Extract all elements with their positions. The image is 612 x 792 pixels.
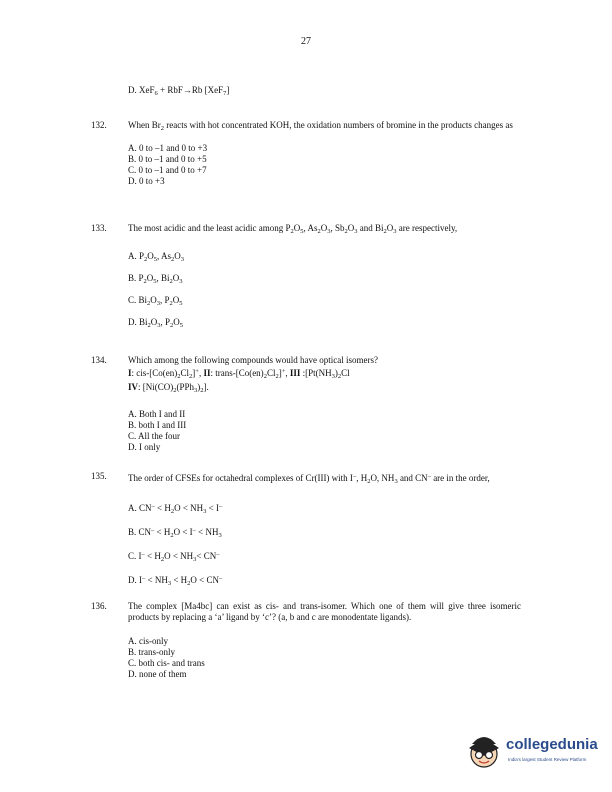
logo-name: collegedunia <box>506 736 598 753</box>
options-list <box>128 636 521 680</box>
question-number: 136. <box>91 601 107 611</box>
option-a: A. cis-only <box>128 636 168 646</box>
option-c: C. All the four <box>128 431 180 441</box>
student-mascot-icon <box>464 730 504 774</box>
option-b: B. both I and III <box>128 420 187 430</box>
text: + RbF→Rb [XeF <box>157 85 224 95</box>
question-131-option-d <box>128 85 229 97</box>
question-text: When $Br_2$ reacts with hot concentrated KOH, the oxidation numbers of bromine in the products changes as <box>128 120 513 132</box>
option-b: B. $P_2O_5$, $Bi_2O_3$ <box>128 273 183 285</box>
question-134 <box>91 355 521 453</box>
options-list <box>128 143 521 187</box>
question-number: 134. <box>91 355 107 365</box>
option-c: C. both cis- and trans <box>128 658 205 668</box>
option-d: D. $Bi_2O_3$, $P_2O_5$ <box>128 317 184 329</box>
option-d: D. 0 to +3 <box>128 176 165 186</box>
question-number: 133. <box>91 223 107 233</box>
question-136 <box>91 601 521 680</box>
page-number: 27 <box>301 36 311 47</box>
question-text: The most acidic and the least acidic among $P_2O_5$, $As_2O_3$, $Sb_2O_3$ and $Bi_2O_3$ are respectively, <box>128 223 458 235</box>
collegedunia-logo[interactable] <box>464 728 604 776</box>
option-a: A. Both I and II <box>128 409 186 419</box>
text: ] <box>226 85 230 95</box>
option-c: C. $Bi_2O_3$, $P_2O_5$ <box>128 295 183 307</box>
question-number: 132. <box>91 120 107 130</box>
question-text: The order of CFSEs for octahedral complexes of Cr(III) with I–, $H_2O$, $NH_3$ and CN– are in the order, <box>128 473 490 485</box>
option-a: A. $P_2O_5$, $As_2O_3$ <box>128 251 185 263</box>
question-135 <box>91 471 521 597</box>
options-list <box>128 409 521 453</box>
option-b: B. 0 to –1 and 0 to +5 <box>128 154 207 164</box>
subscript: 7 <box>223 90 227 97</box>
question-133 <box>91 223 521 339</box>
option-b: B. trans-only <box>128 647 175 657</box>
options-list <box>128 501 521 589</box>
question-text: The complex [Ma4bc] can exist as cis- and trans-isomer. Which one of them will give three isomeric products by replacing a ‘a’ ligand by ‘c’? (a, b and c are monodentate ligands). <box>128 601 521 622</box>
option-c: C. $I^- < H_2O < NH_3< CN^-$ <box>128 551 220 563</box>
option-a: A. $CN^- < H_2O < NH_3 < I^-$ <box>128 503 223 515</box>
question-text: Which among the following compounds would have optical isomers? I: cis-$[Co(en)_2Cl_2]^+$, II: trans-$[Co(en)_2Cl_2]^+$, III $:[Pt(NH_3)_2Cl$ IV: $[Ni(CO)_2(PPh_3)_2]$. <box>128 355 378 394</box>
question-number: 135. <box>91 471 107 481</box>
logo-tagline: India's largest Student Review Platform <box>508 757 587 762</box>
option-d: D. $I^- < NH_3 < H_2O < CN^-$ <box>128 575 223 587</box>
options-list <box>128 251 521 331</box>
option-c: C. 0 to –1 and 0 to +7 <box>128 165 207 175</box>
subscript: 6 <box>154 90 158 97</box>
question-132 <box>91 120 521 187</box>
text: D. XeF <box>128 85 155 95</box>
option-d: D. none of them <box>128 669 187 679</box>
option-a: A. 0 to –1 and 0 to +3 <box>128 143 208 153</box>
option-b: B. $CN^- < H_2O < I^- < NH_3$ <box>128 527 222 539</box>
option-d: D. I only <box>128 442 161 452</box>
